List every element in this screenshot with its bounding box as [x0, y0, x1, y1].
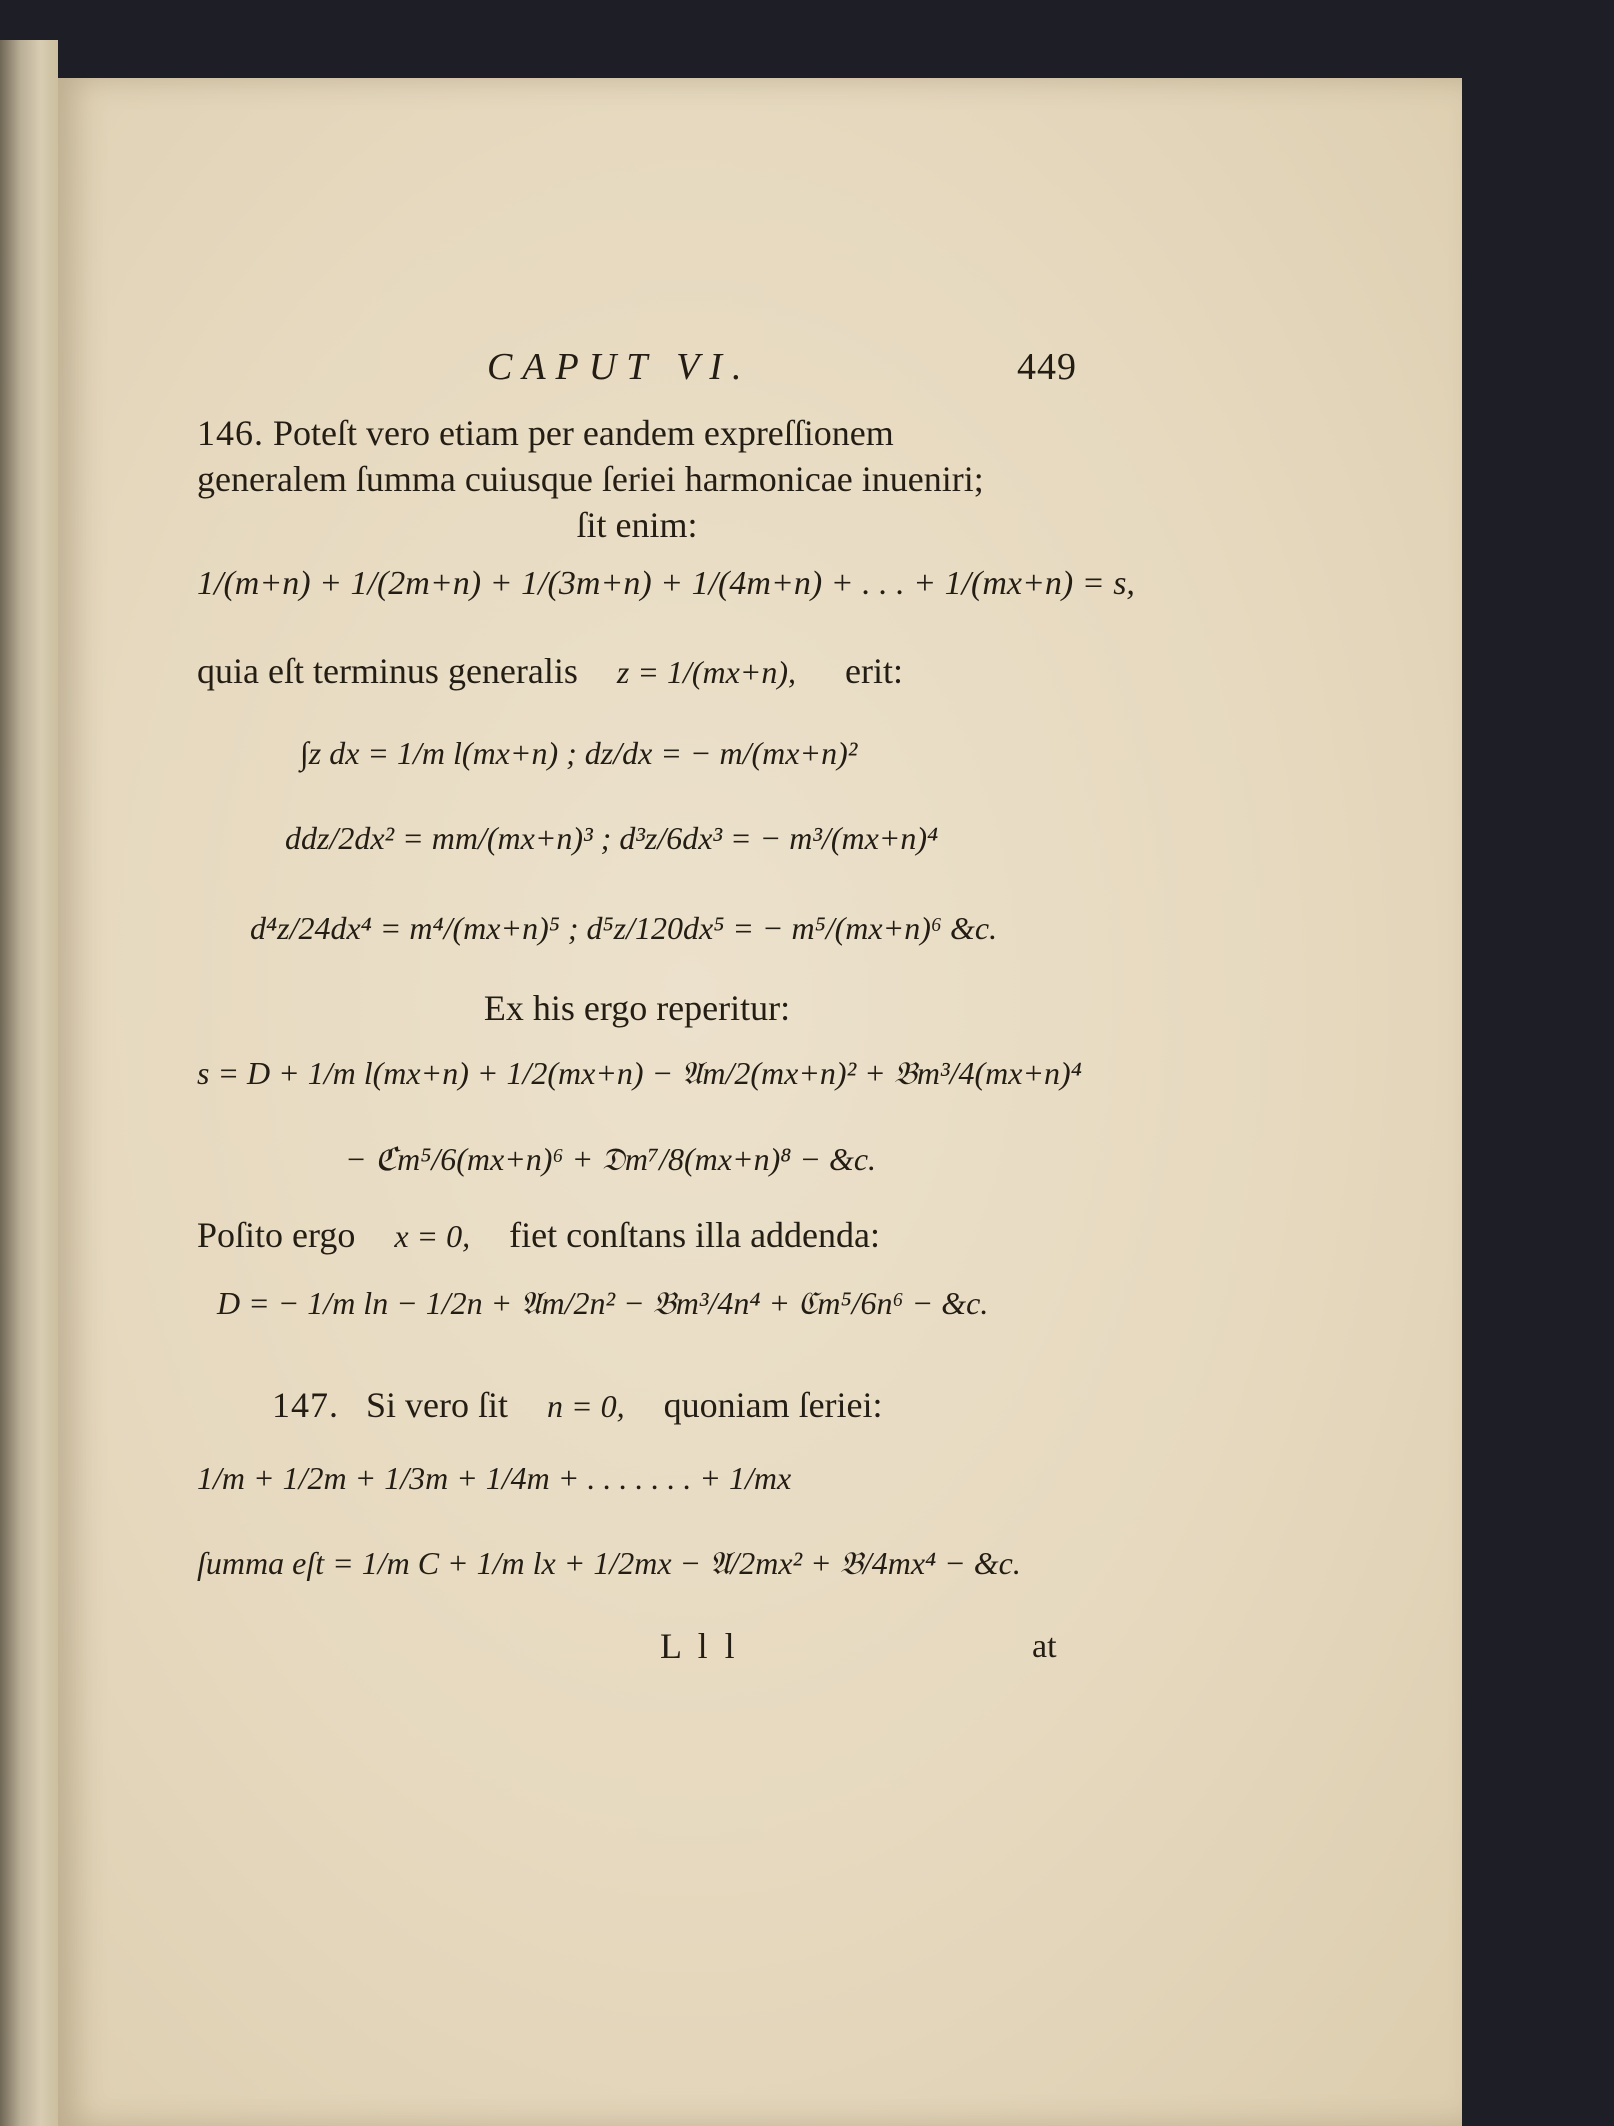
equation-series: 1/(m+n) + 1/(2m+n) + 1/(3m+n) + 1/(4m+n) + . . . + 1/(mx+n) = s, — [197, 565, 1135, 602]
equation-1: ∫z dx = 1/m l(mx+n) ; dz/dx = − m/(mx+n)² — [300, 735, 858, 771]
para-146-line1: Poteſt vero etiam per eandem expreſſionem — [273, 413, 894, 453]
page-number: 449 — [1017, 346, 1077, 388]
quia-text: quia eſt terminus generalis — [197, 651, 578, 691]
para-147-formula: n = 0, — [547, 1388, 625, 1424]
line-posito — [197, 1212, 1077, 1259]
equation-3: d⁴z/24dx⁴ = m⁴/(mx+n)⁵ ; d⁵z/120dx⁵ = − m⁵/(mx+n)⁶ &c. — [250, 910, 998, 946]
running-header — [487, 345, 1077, 395]
para-147-text: Si vero ſit — [366, 1385, 508, 1425]
para-147-end: quoniam ſeriei: — [663, 1385, 883, 1425]
equation-s-line2: − ℭm⁵/6(mx+n)⁶ + 𝔇m⁷/8(mx+n)⁸ − &c. — [345, 1141, 877, 1177]
line-ex: Ex his ergo reperitur: — [483, 988, 791, 1028]
para-146-number: 146. — [197, 413, 264, 453]
quia-formula: z = 1/(mx+n), — [616, 654, 797, 690]
book-edge — [0, 40, 58, 2126]
equation-s-line1: s = D + 1/m l(mx+n) + 1/2(mx+n) − 𝔄m/2(mx+n)² + 𝔅m³/4(mx+n)⁴ — [197, 1055, 1082, 1091]
posito-text: Poſito ergo — [197, 1215, 356, 1255]
header-title: CAPUT VI. — [487, 346, 752, 388]
catchword: at — [1032, 1628, 1057, 1665]
posito-formula: x = 0, — [394, 1218, 471, 1254]
para-146 — [197, 410, 1077, 456]
quia-end: erit: — [845, 651, 904, 691]
equation-sum: ſumma eſt = 1/m C + 1/m lx + 1/2mx − 𝔄/2mx² + 𝔅/4mx⁴ − &c. — [197, 1545, 1021, 1581]
line-quia — [197, 648, 1077, 695]
signature-mark: L l l — [660, 1626, 739, 1666]
para-146-line2: generalem ſumma cuiusque ſeriei harmonicae inueniri; — [197, 459, 984, 499]
para-147-number: 147. — [272, 1385, 339, 1425]
posito-end: fiet conſtans illa addenda: — [509, 1215, 881, 1255]
equation-harmonic: 1/m + 1/2m + 1/3m + 1/4m + . . . . . . . + 1/mx — [197, 1460, 792, 1496]
para-146-line3: ſit enim: — [576, 505, 698, 545]
equation-D: D = − 1/m ln − 1/2n + 𝔄m/2n² − 𝔅m³/4n⁴ + ℭm⁵/6n⁶ − &c. — [217, 1285, 989, 1321]
para-147 — [197, 1382, 1077, 1429]
equation-2: ddz/2dx² = mm/(mx+n)³ ; d³z/6dx³ = − m³/(mx+n)⁴ — [285, 820, 939, 856]
